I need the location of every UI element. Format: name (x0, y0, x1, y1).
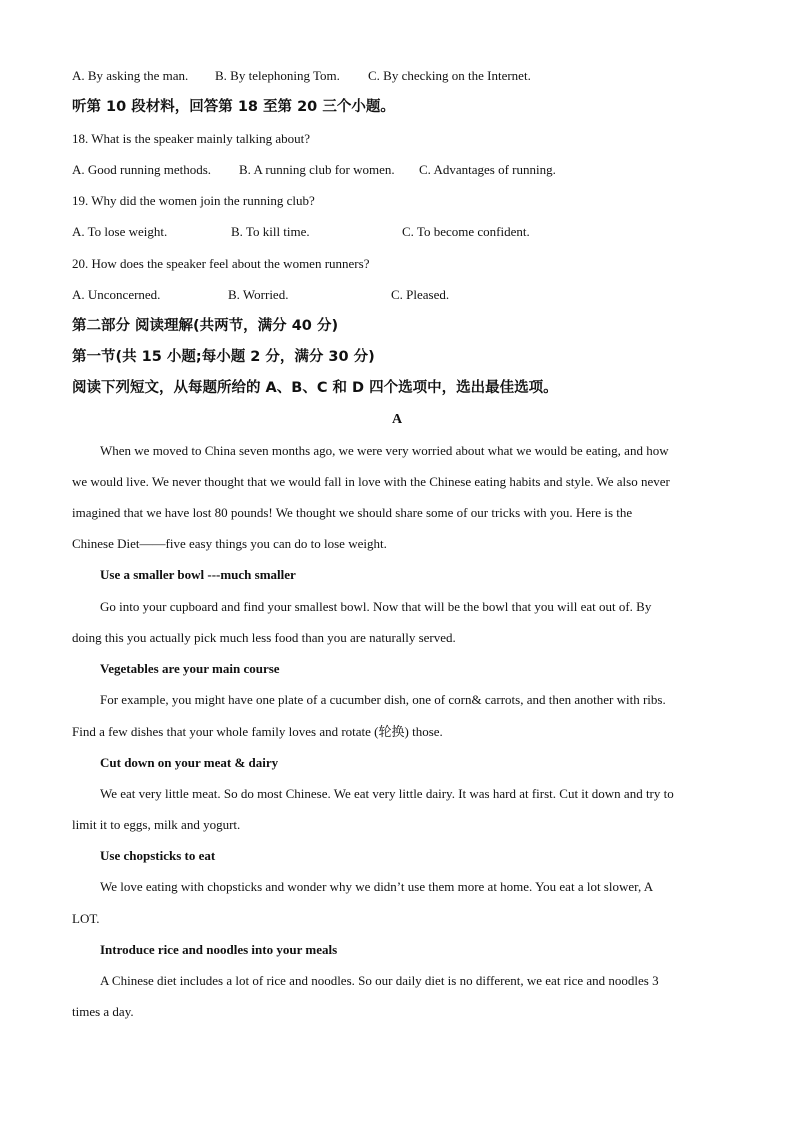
tip-line: A Chinese diet includes a lot of rice and noodles. So our daily diet is no different, we eat rice and noodles 3 (100, 973, 659, 988)
q17-options (72, 68, 722, 84)
q19-option-c: C. To become confident. (402, 224, 530, 239)
instructions: 阅读下列短文，从每题所给的 A、B、C 和 D 四个选项中，选出最佳选项。 (72, 380, 558, 396)
tip-line: For example, you might have one plate of a cucumber dish, one of corn& carrots, and then another with ribs. (100, 692, 666, 707)
q18-question: 18. What is the speaker mainly talking about? (72, 131, 311, 146)
tip-line: limit it to eggs, milk and yogurt. (72, 817, 241, 832)
q19-question: 19. Why did the women join the running club? (72, 193, 315, 208)
q20-options (72, 287, 722, 303)
tip-heading: Introduce rice and noodles into your meals (100, 942, 338, 957)
q17-option-b: B. By telephoning Tom. (215, 68, 340, 83)
tip-line: We love eating with chopsticks and wonder why we didn’t use them more at home. You eat a lot slower, A (100, 879, 654, 894)
q18-option-c: C. Advantages of running. (419, 162, 556, 177)
intro-line: Chinese Diet——five easy things you can do to lose weight. (72, 536, 387, 551)
tip-line: Find a few dishes that your whole family loves and rotate (轮换) those. (72, 724, 443, 739)
q18-options (72, 162, 722, 178)
intro-line: When we moved to China seven months ago, we were very worried about what we would be eating, and how (100, 443, 669, 458)
section1-title: 第一节(共 15 小题;每小题 2 分，满分 30 分) (72, 349, 375, 365)
section10-header: 听第 10 段材料，回答第 18 至第 20 三个小题。 (72, 99, 395, 115)
q20-question: 20. How does the speaker feel about the women runners? (72, 256, 370, 271)
q18-option-a: A. Good running methods. (72, 162, 212, 177)
tip-line: LOT. (72, 911, 100, 926)
q19-options (72, 224, 722, 240)
tip-heading: Use chopsticks to eat (100, 848, 216, 863)
part2-title: 第二部分 阅读理解(共两节，满分 40 分) (72, 318, 339, 334)
q18-option-b: B. A running club for women. (239, 162, 395, 177)
tip-heading: Cut down on your meat & dairy (100, 755, 279, 770)
tip-line: We eat very little meat. So do most Chinese. We eat very little dairy. It was hard at first. Cut it down and try to (100, 786, 674, 801)
tip-line: Go into your cupboard and find your smallest bowl. Now that will be the bowl that you will eat out of. By (100, 599, 652, 614)
intro-line: imagined that we have lost 80 pounds! We thought we should share some of our tricks with you. Here is the (72, 505, 633, 520)
q17-option-a: A. By asking the man. (72, 68, 189, 83)
intro-line: we would live. We never thought that we would fall in love with the Chinese eating habits and style. We also never (72, 474, 670, 489)
q17-option-c: C. By checking on the Internet. (368, 68, 531, 83)
q19-option-a: A. To lose weight. (72, 224, 168, 239)
q20-option-c: C. Pleased. (391, 287, 450, 302)
tip-heading: Vegetables are your main course (100, 661, 280, 676)
tip-line: times a day. (72, 1004, 134, 1019)
tip-line: doing this you actually pick much less food than you are naturally served. (72, 630, 456, 645)
tip-heading: Use a smaller bowl ---much smaller (100, 567, 296, 582)
q20-option-a: A. Unconcerned. (72, 287, 161, 302)
q20-option-b: B. Worried. (228, 287, 289, 302)
passage-label: A (391, 412, 403, 427)
q19-option-b: B. To kill time. (231, 224, 310, 239)
